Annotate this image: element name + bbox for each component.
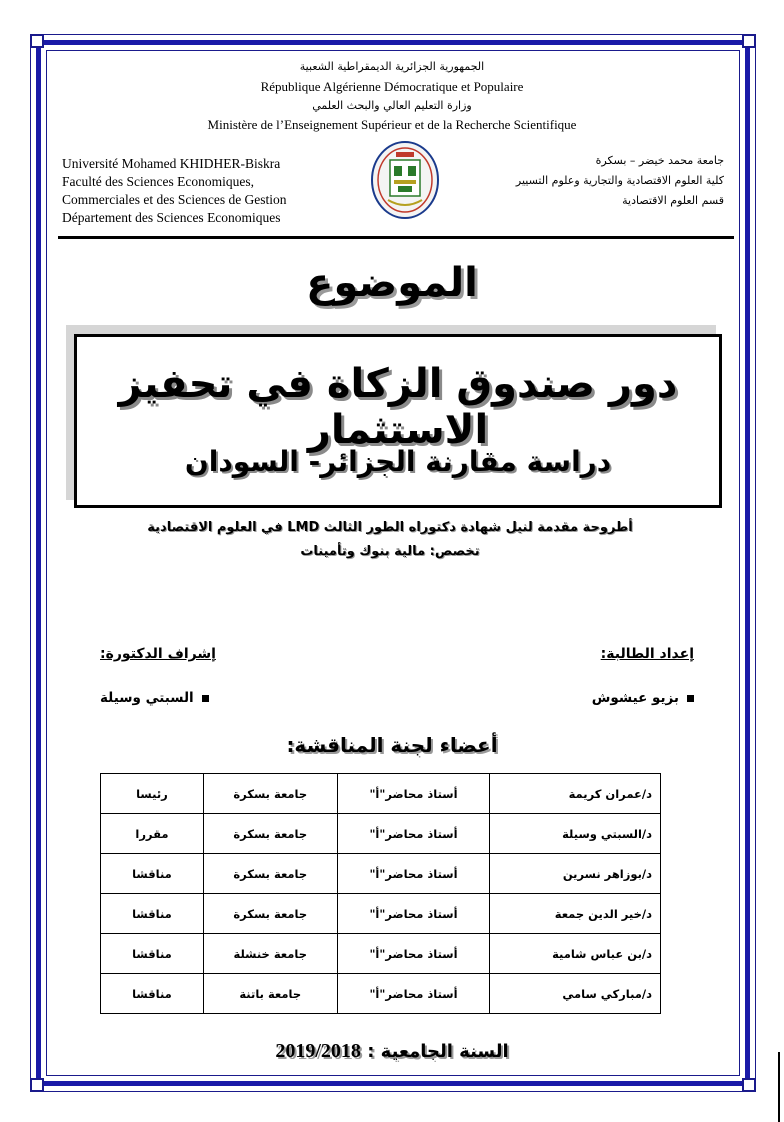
jury-member-role: مناقشا [101, 974, 204, 1014]
university-name-ar: جامعة محمد خيضر – بسكرة [595, 154, 724, 167]
thesis-specialty-line: تخصص: مالية بنوك وتأمينات [300, 544, 480, 559]
page-edge-mark [778, 1052, 780, 1122]
border-corner-bottom-right [742, 1078, 756, 1092]
department-name-fr: Département des Sciences Economiques [62, 210, 281, 225]
faculty-name-fr: Faculté des Sciences Economiques, [62, 174, 254, 189]
student-entry [592, 690, 694, 706]
border-corner-bottom-left [30, 1078, 44, 1092]
jury-member-rank: أستاذ محاضر"أ" [337, 934, 490, 974]
jury-member-name: د/بوزاهر نسرين [490, 854, 661, 894]
table-row [101, 814, 661, 854]
academic-year-value: 2019/2018 [275, 1040, 361, 1062]
student-label: إعداد الطالبة: [600, 646, 694, 662]
jury-member-rank: أستاذ محاضر"أ" [337, 894, 490, 934]
jury-member-name: د/عمران كريمة [490, 774, 661, 814]
jury-member-role: رئيسا [101, 774, 204, 814]
institution-french [62, 155, 287, 227]
student-name: بزيو عيشوش [591, 690, 679, 706]
academic-year-label: السنة الجامعية : [367, 1041, 509, 1062]
bullet-icon [202, 695, 209, 702]
republic-arabic: الجمهورية الجزائرية الديمقراطية الشعبية [299, 60, 485, 73]
academic-year [0, 1040, 784, 1063]
jury-member-university: جامعة بسكرة [203, 814, 337, 854]
table-row [101, 934, 661, 974]
bullet-icon [687, 695, 694, 702]
jury-title: أعضاء لجنة المناقشة: [286, 733, 498, 757]
ministry-french: Ministère de l’Enseignement Supérieur et de la Recherche Scientifique [207, 117, 577, 132]
border-corner-top-right [742, 34, 756, 48]
jury-member-university: جامعة بسكرة [203, 894, 337, 934]
jury-member-rank: أستاذ محاضر"أ" [337, 974, 490, 1014]
jury-member-university: جامعة باتنة [203, 974, 337, 1014]
jury-table [100, 773, 661, 1014]
jury-member-rank: أستاذ محاضر"أ" [337, 854, 490, 894]
table-row [101, 894, 661, 934]
ministry-arabic: وزارة التعليم العالي والبحث العلمي [312, 99, 472, 112]
table-row [101, 774, 661, 814]
jury-member-university: جامعة بسكرة [203, 774, 337, 814]
jury-member-name: د/بن عباس شامية [490, 934, 661, 974]
supervisor-name: السبتي وسيلة [100, 690, 194, 706]
faculty-name-fr-cont: Commerciales et des Sciences de Gestion [62, 192, 287, 207]
jury-member-role: مناقشا [101, 894, 204, 934]
border-corner-top-left [30, 34, 44, 48]
jury-member-role: مناقشا [101, 854, 204, 894]
title-box [74, 334, 722, 508]
republic-french: République Algérienne Démocratique et Populaire [260, 79, 524, 94]
thesis-degree-line: أطروحة مقدمة لنيل شهادة دكتوراه الطور الثالث LMD في العلوم الاقتصادية [147, 520, 633, 535]
department-name-ar: قسم العلوم الاقتصادية [622, 194, 724, 207]
jury-member-role: مناقشا [101, 934, 204, 974]
jury-member-university: جامعة خنشلة [203, 934, 337, 974]
thesis-subtitle: دراسة مقارنة الجزائر- السودان [184, 445, 612, 478]
thesis-title: دور صندوق الزكاة في تحفيز الاستثمار [118, 361, 678, 453]
institution-arabic [516, 151, 724, 211]
jury-member-university: جامعة بسكرة [203, 854, 337, 894]
faculty-name-ar: كلية العلوم الاقتصادية والتجارية وعلوم التسيير [515, 174, 724, 187]
table-row [101, 854, 661, 894]
jury-member-name: د/السبتي وسيلة [490, 814, 661, 854]
jury-member-rank: أستاذ محاضر"أ" [337, 814, 490, 854]
university-logo [370, 140, 440, 220]
table-row [101, 974, 661, 1014]
supervisor-entry [100, 690, 209, 706]
jury-member-rank: أستاذ محاضر"أ" [337, 774, 490, 814]
jury-member-name: د/خير الدين جمعة [490, 894, 661, 934]
jury-member-name: د/مباركي سامي [490, 974, 661, 1014]
subject-label: الموضوع [306, 260, 478, 306]
supervisor-label: إشراف الدكتورة: [100, 646, 216, 662]
jury-member-role: مقررا [101, 814, 204, 854]
university-name-fr: Université Mohamed KHIDHER-Biskra [62, 156, 281, 171]
header-divider [58, 236, 734, 239]
thesis-description [90, 516, 690, 564]
